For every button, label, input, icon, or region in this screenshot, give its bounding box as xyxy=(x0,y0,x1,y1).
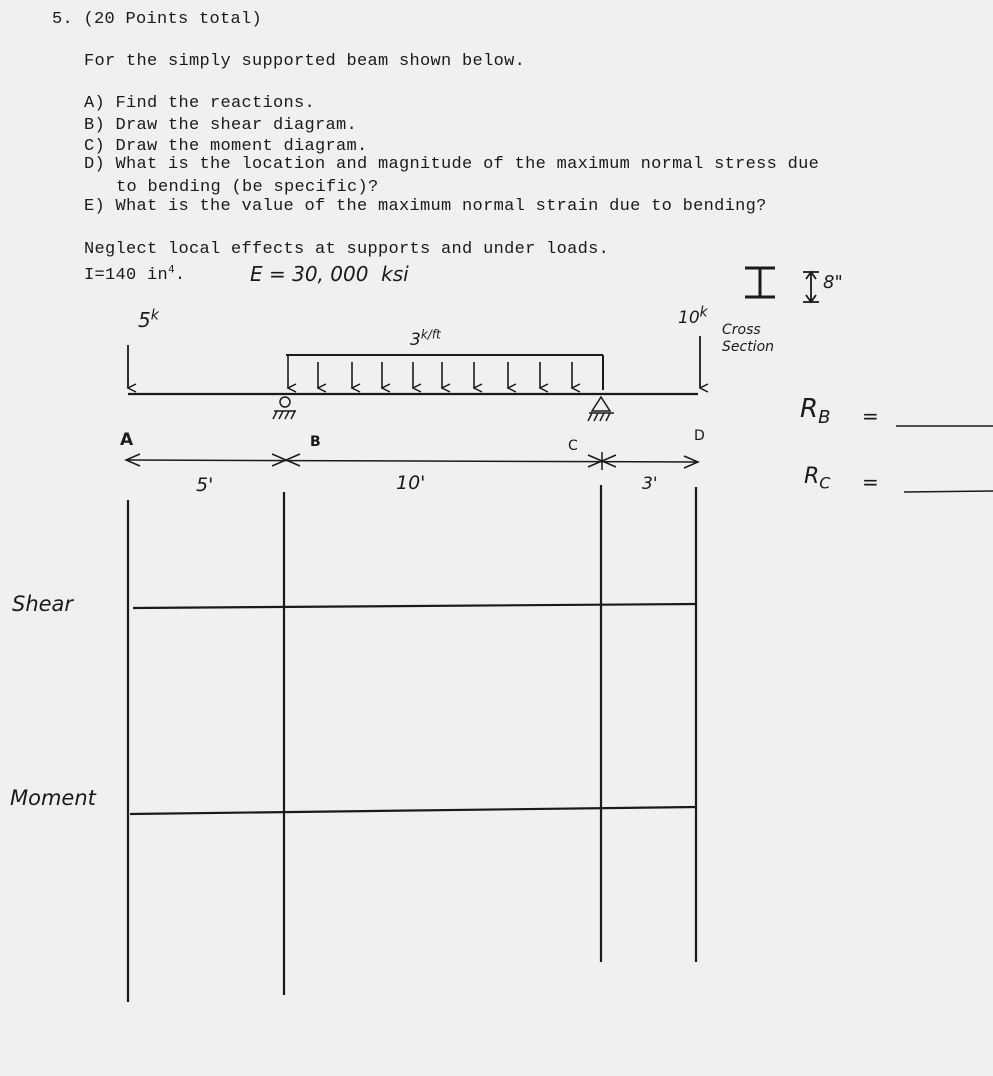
problem-intro: For the simply supported beam shown below. xyxy=(84,52,526,71)
distributed-load-unit: k/ft xyxy=(420,327,441,342)
inertia-dot: . xyxy=(174,266,186,285)
pin-support-icon xyxy=(273,397,296,419)
cross-section-label-1: Cross xyxy=(722,322,761,338)
reaction-c-answer-line xyxy=(904,491,993,492)
part-d: D) What is the location and magnitude of the maximum normal stress due xyxy=(84,155,820,174)
cross-section-label-2: Section xyxy=(722,339,775,355)
neglect-note: Neglect local effects at supports and under loads. xyxy=(84,240,610,259)
reaction-c-equals: = xyxy=(862,470,879,494)
load-d-value: 10 xyxy=(678,308,700,328)
reaction-b-equals: = xyxy=(862,404,879,428)
part-b: B) Draw the shear diagram. xyxy=(84,116,358,135)
roller-support-icon xyxy=(588,397,614,421)
span-ab-label: 5' xyxy=(196,474,214,496)
depth-label: 8" xyxy=(823,272,843,293)
depth-dimension-icon xyxy=(803,272,819,302)
reaction-c-symbol: R xyxy=(804,464,820,489)
point-a-label: A xyxy=(120,430,134,450)
cross-section-icon xyxy=(745,268,775,297)
reaction-c-subscript: C xyxy=(819,473,831,493)
problem-header: 5. (20 Points total) xyxy=(52,10,263,29)
part-a: A) Find the reactions. xyxy=(84,94,316,113)
part-d-continued: to bending (be specific)? xyxy=(116,178,379,197)
point-b-label: B xyxy=(310,434,321,450)
reaction-b-subscript: B xyxy=(818,407,831,429)
reaction-b-symbol: R xyxy=(800,394,819,424)
part-c: C) Draw the moment diagram. xyxy=(84,137,368,156)
part-e: E) What is the value of the maximum normal strain due to bending? xyxy=(84,197,767,216)
point-c-label: C xyxy=(568,438,578,454)
dimension-line xyxy=(126,452,698,470)
moment-label: Moment xyxy=(10,786,96,810)
point-d-label: D xyxy=(694,428,705,444)
span-bc-label: 10' xyxy=(396,472,426,494)
inertia-label: I=140 in xyxy=(84,266,169,285)
diagram-grid xyxy=(128,485,696,1002)
shear-label: Shear xyxy=(12,592,74,616)
distributed-load-value: 3 xyxy=(410,330,421,350)
load-a-unit: k xyxy=(150,307,159,324)
span-cd-label: 3' xyxy=(642,474,658,494)
inertia-exponent: 4 xyxy=(168,264,175,277)
load-a-value: 5 xyxy=(138,308,151,332)
elastic-modulus: E = 30, 000 ksi xyxy=(250,262,409,286)
distributed-load-icon xyxy=(286,355,603,390)
load-d-unit: k xyxy=(699,304,708,321)
